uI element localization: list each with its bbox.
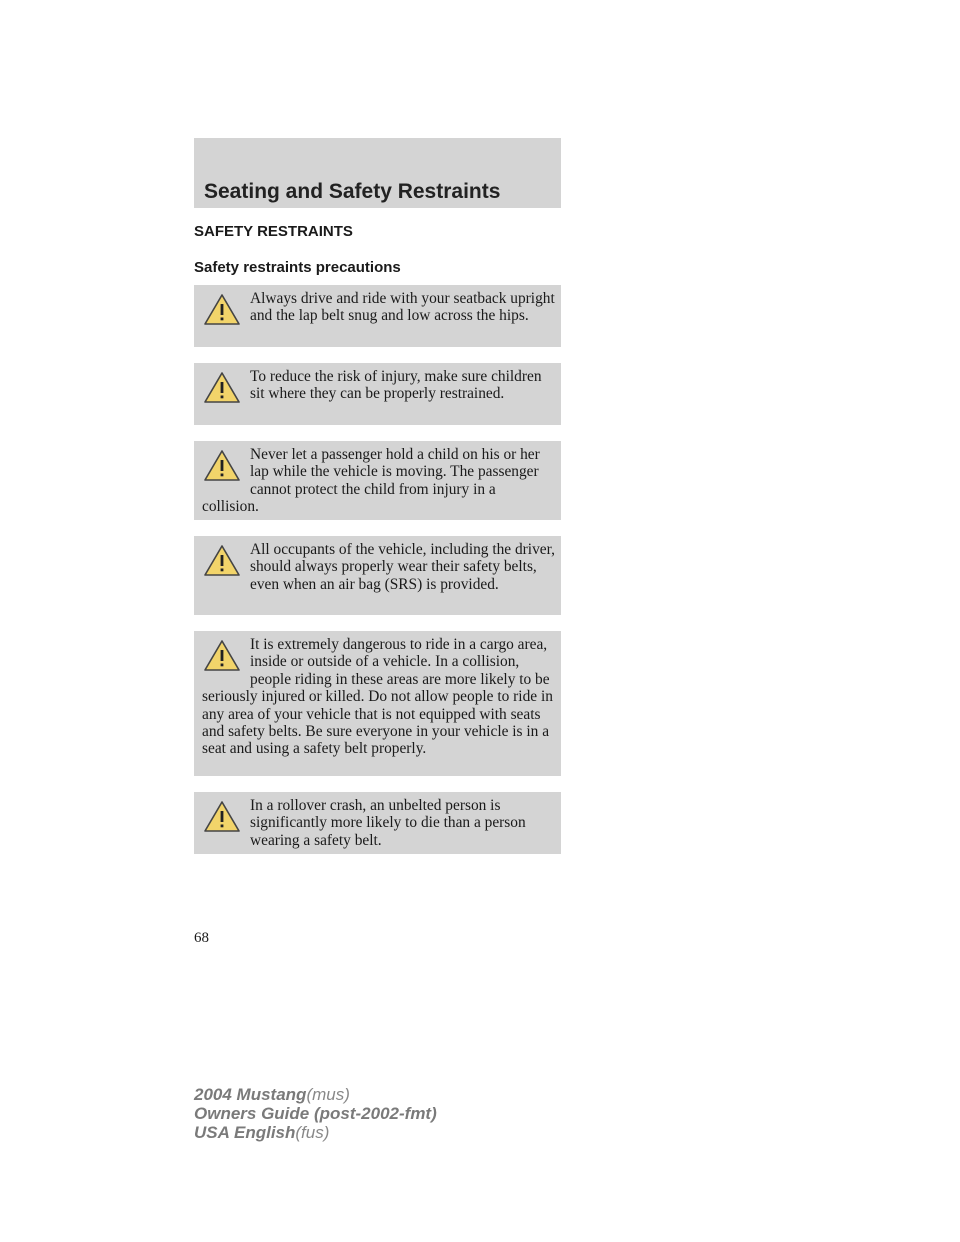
page-number: 68 [194, 930, 209, 946]
subsection-title: Safety restraints precautions [194, 259, 401, 276]
warning-text: Always drive and ride with your seatback upright and the lap belt snug and low across the hips. [250, 290, 555, 325]
warning-triangle-icon [202, 292, 242, 328]
warning-box [194, 285, 561, 347]
warning-box [194, 536, 561, 615]
warning-box [194, 441, 561, 520]
warning-triangle-icon [202, 799, 242, 835]
footer-language: USA English [194, 1123, 296, 1142]
warning-box [194, 363, 561, 425]
warning-text: All occupants of the vehicle, including the driver, should always properly wear their safety belts, even when an air bag (SRS) is provided. [250, 541, 555, 593]
section-title: SAFETY RESTRAINTS [194, 223, 353, 240]
warning-box [194, 631, 561, 776]
warning-text: In a rollover crash, an unbelted person is significantly more likely to die than a person wearing a safety belt. [250, 797, 526, 849]
chapter-title: Seating and Safety Restraints [204, 180, 501, 203]
warning-triangle-icon [202, 638, 242, 674]
warning-triangle-icon [202, 448, 242, 484]
warning-triangle-icon [202, 543, 242, 579]
footer-guide: Owners Guide (post-2002-fmt) [194, 1104, 437, 1123]
footer-language-code: (fus) [295, 1123, 330, 1142]
footer-model-code: (mus) [306, 1085, 350, 1104]
warning-triangle-icon [202, 370, 242, 406]
footer-model: 2004 Mustang [194, 1085, 307, 1104]
warning-text: Never let a passenger hold a child on his or her lap while the vehicle is moving. The passenger cannot protect the child from injury in a collision. [202, 446, 540, 516]
warning-text: It is extremely dangerous to ride in a cargo area, inside or outside of a vehicle. In a collision, people riding in these areas are more likely to be seriously injured or killed. Do not allow people to ride in any area of your vehicle that is not equipped with seats and safety belts. Be sure everyone in your vehicle is in a seat and using a safety belt properly. [202, 636, 553, 758]
document-footer [194, 1085, 437, 1142]
warning-text: To reduce the risk of injury, make sure children sit where they can be properly restrained. [250, 368, 542, 403]
warning-box [194, 792, 561, 854]
